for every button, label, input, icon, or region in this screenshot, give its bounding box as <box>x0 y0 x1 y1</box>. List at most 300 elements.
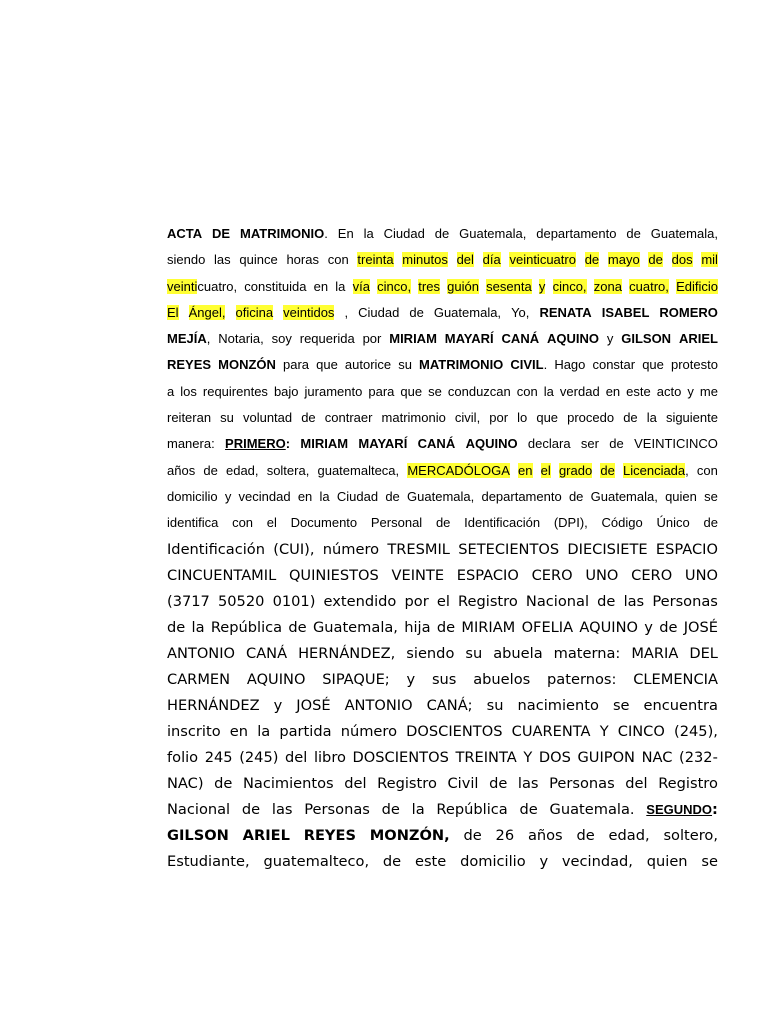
text-run: Y <box>599 722 609 740</box>
text-run: se <box>704 488 718 504</box>
text-run: de <box>659 618 678 636</box>
text-word <box>657 379 682 405</box>
text-word <box>167 274 237 300</box>
paragraph-line <box>167 379 718 405</box>
highlighted-text: vía <box>352 278 370 294</box>
text-run: vecindad, <box>561 852 633 870</box>
text-word <box>167 615 185 641</box>
text-word <box>247 667 306 693</box>
highlighted-text: zona <box>593 278 622 294</box>
text-word <box>674 719 718 745</box>
text-run: de <box>609 436 624 452</box>
text-word <box>483 247 501 273</box>
paragraph-line <box>167 589 718 615</box>
text-run: declara <box>527 436 571 452</box>
text-run: y <box>406 670 416 688</box>
text-word <box>676 274 718 300</box>
paragraph-line <box>167 771 718 797</box>
text-run: en <box>297 488 313 504</box>
bold-text: MAYARÍ <box>358 436 408 452</box>
text-word <box>167 589 210 615</box>
text-word <box>167 326 210 352</box>
text-run: Personal <box>370 515 423 531</box>
text-word <box>577 745 635 771</box>
text-word <box>274 693 283 719</box>
text-word <box>400 379 422 405</box>
text-run: este <box>626 383 651 399</box>
text-word <box>437 589 450 615</box>
text-word <box>684 615 718 641</box>
text-word <box>291 510 357 536</box>
text-run: de <box>576 826 595 844</box>
text-word <box>385 484 399 510</box>
text-word <box>502 326 540 352</box>
text-word <box>389 326 437 352</box>
text-run: se <box>428 383 442 399</box>
text-word <box>167 667 230 693</box>
text-run: se <box>612 696 630 714</box>
text-run: Guatemala, <box>407 488 475 504</box>
text-run: TREINTA <box>455 748 517 766</box>
text-run: de <box>434 226 450 241</box>
paragraph-line <box>167 615 718 641</box>
text-run: vecindad <box>238 488 291 504</box>
text-word <box>624 589 645 615</box>
text-word <box>419 352 503 378</box>
bold-text: AQUINO <box>546 331 599 347</box>
text-word <box>167 797 230 823</box>
text-word <box>300 431 348 457</box>
text-word <box>205 745 233 771</box>
paragraph-line <box>167 797 718 823</box>
text-run: el <box>266 515 277 531</box>
text-word <box>658 771 718 797</box>
text-word <box>242 797 260 823</box>
text-word <box>448 379 511 405</box>
paragraph-line <box>167 693 718 719</box>
text-word <box>335 274 345 300</box>
text-run: soltera, <box>266 462 310 478</box>
text-word <box>626 221 640 247</box>
text-word <box>656 510 689 536</box>
text-word <box>398 352 412 378</box>
text-run: de <box>409 304 424 320</box>
text-run: CERO <box>631 566 673 584</box>
text-run: de <box>241 800 261 818</box>
text-word <box>344 300 348 326</box>
text-run: Y <box>523 748 533 766</box>
text-run: extendido <box>323 592 397 610</box>
text-word <box>180 379 197 405</box>
text-word <box>465 641 482 667</box>
text-word <box>344 771 366 797</box>
text-run: Registro <box>658 774 718 792</box>
text-run: HERNÁNDEZ, <box>298 644 396 662</box>
text-word <box>652 589 718 615</box>
text-word <box>257 719 270 745</box>
text-word <box>559 458 592 484</box>
text-word <box>458 589 518 615</box>
text-word <box>608 247 640 273</box>
text-word <box>526 589 589 615</box>
text-word <box>510 352 547 378</box>
text-run: (232- <box>679 748 718 766</box>
bold-text: CANÁ <box>501 331 540 347</box>
text-word <box>404 615 430 641</box>
text-run: de <box>703 515 718 531</box>
text-word <box>597 589 615 615</box>
text-word <box>289 563 379 589</box>
text-word <box>325 405 373 431</box>
text-word <box>528 823 563 849</box>
text-word <box>263 849 369 875</box>
text-run: inscrito <box>167 722 221 740</box>
text-word <box>211 615 282 641</box>
text-run: 0101) <box>272 592 316 610</box>
text-word <box>279 719 331 745</box>
text-word <box>435 221 449 247</box>
text-word <box>659 300 718 326</box>
highlighted-text: mil <box>701 252 718 268</box>
text-word <box>609 823 650 849</box>
text-run: conduzcan <box>447 383 511 399</box>
text-word <box>288 615 306 641</box>
text-run: folio <box>167 748 199 766</box>
text-run: con <box>516 383 538 399</box>
text-word <box>539 849 548 875</box>
text-run: su <box>398 357 412 373</box>
bold-text: MIRIAM <box>389 331 437 347</box>
text-run: MIRIAM <box>461 618 516 636</box>
text-run: en <box>313 278 329 294</box>
paragraph-line <box>167 823 718 849</box>
text-run: procedo <box>567 410 615 426</box>
text-word <box>218 326 264 352</box>
text-word <box>167 537 265 563</box>
text-word <box>415 849 446 875</box>
text-run: para <box>368 383 395 399</box>
text-run: OFELIA <box>521 618 574 636</box>
text-run: civil, <box>454 410 481 426</box>
paragraph-line <box>167 405 718 431</box>
text-run: voluntad <box>242 410 293 426</box>
text-run: Guatemala, <box>650 226 718 241</box>
text-word <box>370 823 450 849</box>
text-run: guatemalteca, <box>317 462 400 478</box>
text-word <box>629 274 669 300</box>
paragraph-line <box>167 849 718 875</box>
text-word <box>304 797 370 823</box>
paragraph-line <box>167 274 718 300</box>
text-word <box>412 797 425 823</box>
text-run: de <box>214 774 233 792</box>
paragraph-line <box>167 641 718 667</box>
highlighted-text: mayo <box>607 252 640 268</box>
paragraph-line <box>167 537 718 563</box>
highlighted-text: oficina <box>235 304 274 320</box>
text-run: NAC) <box>167 774 204 792</box>
text-run: de <box>301 410 316 426</box>
text-run: identifica <box>167 515 219 531</box>
text-word <box>167 379 174 405</box>
text-run: Identificación <box>167 540 265 558</box>
highlighted-text: El <box>167 304 179 320</box>
text-word <box>656 537 718 563</box>
text-word <box>455 745 516 771</box>
text-word <box>600 458 614 484</box>
text-word <box>323 537 379 563</box>
text-word <box>236 300 274 326</box>
text-run: la <box>363 226 374 241</box>
text-run: materna: <box>553 644 621 662</box>
text-word <box>567 537 647 563</box>
text-word <box>225 431 290 457</box>
text-word <box>298 641 395 667</box>
text-word <box>320 484 330 510</box>
text-run: CANÁ <box>246 644 288 662</box>
paragraph-line <box>167 719 718 745</box>
bold-text: ARIEL <box>242 826 290 844</box>
text-run: DOSCIENTOS <box>406 722 503 740</box>
text-run: , <box>206 331 211 347</box>
text-word <box>377 771 437 797</box>
text-run: Ciudad <box>358 304 400 320</box>
text-word <box>301 405 315 431</box>
text-word <box>671 352 718 378</box>
text-word <box>536 405 558 431</box>
text-word <box>613 693 630 719</box>
text-run: años <box>167 462 196 478</box>
highlighted-text: grado <box>558 462 593 478</box>
text-word <box>203 379 268 405</box>
text-word <box>651 221 718 247</box>
text-run: Guatemala, <box>459 226 527 241</box>
highlighted-text: día <box>482 252 501 268</box>
text-run: matrimonio <box>381 410 446 426</box>
text-run: edad, <box>608 826 650 844</box>
text-run: sus <box>431 670 457 688</box>
paragraph-line <box>167 458 718 484</box>
text-run: 26 <box>495 826 515 844</box>
bold-text: : <box>285 436 291 452</box>
text-word <box>167 771 204 797</box>
text-word <box>212 221 230 247</box>
text-word <box>304 823 356 849</box>
text-word <box>567 405 614 431</box>
highlighted-text: treinta <box>357 252 394 268</box>
text-run: de <box>626 226 641 241</box>
text-word <box>364 221 374 247</box>
text-word <box>437 615 455 641</box>
text-word <box>496 823 515 849</box>
text-run: su <box>220 410 234 426</box>
text-run: abuelos <box>473 670 531 688</box>
text-word <box>167 221 202 247</box>
text-word <box>489 771 507 797</box>
highlighted-text: y <box>538 278 546 294</box>
text-run: manera: <box>167 436 215 452</box>
text-word <box>536 221 616 247</box>
text-run: VEINTICINCO <box>634 436 718 452</box>
text-word <box>345 352 391 378</box>
text-word <box>585 563 618 589</box>
text-run: del <box>285 748 308 766</box>
text-run: a <box>167 383 175 399</box>
highlighted-text: del <box>456 252 474 268</box>
text-run: SETECIENTOS <box>458 540 560 558</box>
highlighted-text: veintidos <box>283 304 335 320</box>
text-run: TRESMIL <box>387 540 450 558</box>
text-word <box>549 771 615 797</box>
text-run: Único <box>656 515 690 531</box>
text-run: DOS <box>538 748 571 766</box>
text-word <box>353 745 449 771</box>
text-word <box>520 797 538 823</box>
text-word <box>518 458 532 484</box>
text-word <box>267 510 277 536</box>
text-word <box>167 563 276 589</box>
text-word <box>532 563 573 589</box>
text-run: la <box>543 383 554 399</box>
text-run: HERNÁNDEZ <box>167 696 260 714</box>
text-word <box>384 221 425 247</box>
text-word <box>338 221 354 247</box>
text-word <box>447 274 479 300</box>
text-word <box>314 274 328 300</box>
text-word <box>547 326 599 352</box>
text-word <box>300 326 355 352</box>
bold-text: ARIEL <box>678 331 718 347</box>
text-word <box>167 352 211 378</box>
text-run: por <box>489 410 509 426</box>
text-word <box>341 719 397 745</box>
text-run: JOSÉ <box>296 696 331 714</box>
text-run: de <box>568 488 584 504</box>
text-run: Código <box>601 515 643 531</box>
bold-text: REYES <box>303 826 356 844</box>
text-word <box>659 615 677 641</box>
text-run: siendo <box>406 644 455 662</box>
text-run: horas <box>286 252 319 268</box>
bold-text: MONZÓN, <box>369 826 450 844</box>
text-run: República <box>436 800 508 818</box>
text-run: CUARENTA <box>511 722 591 740</box>
text-run: En <box>337 226 354 241</box>
text-run: CLEMENCIA <box>633 670 718 688</box>
text-word <box>481 484 561 510</box>
text-word <box>701 247 718 273</box>
text-run: la <box>411 800 425 818</box>
text-word <box>602 300 650 326</box>
text-word <box>406 641 454 667</box>
highlighted-text: dos <box>671 252 693 268</box>
highlighted-text: Licenciada <box>622 462 686 478</box>
text-run: por <box>362 331 382 347</box>
bold-text: REYES <box>167 357 212 373</box>
text-word <box>523 745 532 771</box>
text-word <box>226 458 259 484</box>
text-word <box>517 379 538 405</box>
text-run: y <box>224 488 232 504</box>
text-word <box>621 326 671 352</box>
text-run: ESPACIO <box>456 566 519 584</box>
text-word <box>626 379 651 405</box>
text-word <box>539 300 591 326</box>
text-run: Hago <box>554 357 586 373</box>
text-run: de <box>382 852 402 870</box>
text-word <box>457 563 519 589</box>
text-word <box>631 641 678 667</box>
bold-text: GILSON <box>167 826 229 844</box>
text-word <box>562 849 633 875</box>
text-word <box>368 379 394 405</box>
text-run: (245) <box>239 748 279 766</box>
text-word <box>703 510 717 536</box>
text-word <box>317 458 399 484</box>
text-word <box>272 326 292 352</box>
text-word <box>592 352 635 378</box>
text-run: de <box>489 774 508 792</box>
text-word <box>296 693 330 719</box>
text-word <box>405 589 429 615</box>
text-run: autorice <box>344 357 392 373</box>
text-run: los <box>180 383 197 399</box>
paragraph-line <box>167 326 718 352</box>
text-run: Nacional <box>525 592 590 610</box>
text-word <box>585 247 599 273</box>
text-word <box>358 300 399 326</box>
text-run: CERO <box>531 566 573 584</box>
highlighted-text: tres <box>418 278 440 294</box>
text-word <box>283 300 334 326</box>
text-word <box>322 667 389 693</box>
text-run: Personas <box>549 774 615 792</box>
text-run: y <box>606 331 614 347</box>
bold-text: RENATA <box>539 304 592 320</box>
text-word <box>569 484 583 510</box>
bold-text: CIVIL <box>510 357 544 373</box>
text-run: Ciudad <box>383 226 425 241</box>
bold-text: DE <box>212 226 231 241</box>
bold-text: : <box>712 800 718 818</box>
text-word <box>337 484 378 510</box>
text-word <box>560 379 600 405</box>
text-run: este <box>414 852 447 870</box>
text-word <box>239 247 277 273</box>
text-run: QUINIESTOS <box>288 566 379 584</box>
text-word <box>457 247 474 273</box>
text-run: constituida <box>244 278 307 294</box>
text-run: Personas <box>304 800 370 818</box>
text-run: y <box>273 696 283 714</box>
text-run: CARMEN <box>167 670 231 688</box>
text-run: domicilio <box>167 488 218 504</box>
text-run: VEINTE <box>391 566 445 584</box>
text-run: departamento <box>481 488 562 504</box>
text-word <box>631 563 672 589</box>
text-run: DOSCIENTOS <box>352 748 449 766</box>
text-run: requerida <box>299 331 355 347</box>
text-run: Guatemala, <box>433 304 502 320</box>
text-word <box>167 300 179 326</box>
text-word <box>402 247 448 273</box>
text-run: requirentes <box>202 383 268 399</box>
text-word <box>436 797 507 823</box>
text-run: que <box>400 383 423 399</box>
text-run: constar <box>592 357 636 373</box>
text-word <box>167 510 218 536</box>
text-word <box>274 379 299 405</box>
